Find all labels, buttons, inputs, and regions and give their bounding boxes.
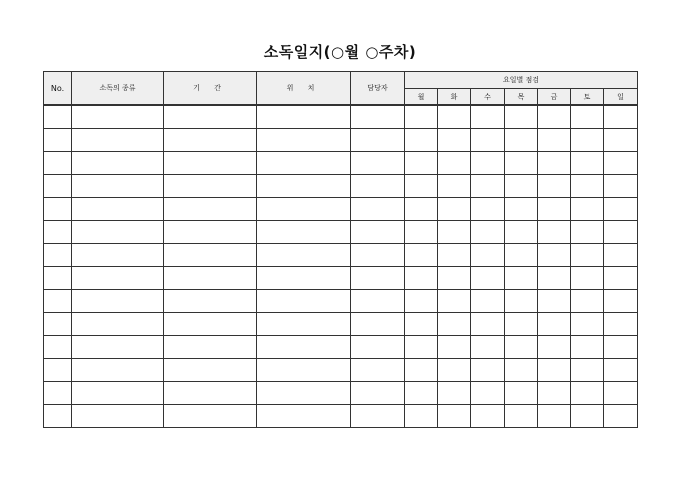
cell-disinfection-type[interactable] — [72, 105, 164, 129]
cell-check-5[interactable] — [571, 244, 604, 267]
cell-check-2[interactable] — [471, 405, 505, 428]
header-day-tue: 화 — [438, 89, 471, 106]
cell-check-3[interactable] — [505, 336, 538, 359]
cell-check-4[interactable] — [538, 359, 571, 382]
cell-check-6[interactable] — [604, 382, 638, 405]
cell-check-1[interactable] — [438, 336, 471, 359]
cell-disinfection-type[interactable] — [72, 382, 164, 405]
cell-check-0[interactable] — [405, 405, 438, 428]
table-row — [44, 221, 638, 244]
cell-check-4[interactable] — [538, 175, 571, 198]
cell-check-6[interactable] — [604, 336, 638, 359]
cell-period[interactable] — [164, 359, 257, 382]
header-location: 위 치 — [257, 72, 351, 106]
cell-check-5[interactable] — [571, 221, 604, 244]
cell-manager[interactable] — [351, 405, 405, 428]
cell-check-4[interactable] — [538, 152, 571, 175]
cell-disinfection-type[interactable] — [72, 175, 164, 198]
cell-check-0[interactable] — [405, 382, 438, 405]
cell-manager[interactable] — [351, 105, 405, 129]
cell-check-6[interactable] — [604, 290, 638, 313]
cell-check-3[interactable] — [505, 221, 538, 244]
cell-disinfection-type[interactable] — [72, 290, 164, 313]
cell-location[interactable] — [257, 290, 351, 313]
cell-check-1[interactable] — [438, 175, 471, 198]
cell-check-1[interactable] — [438, 198, 471, 221]
cell-check-5[interactable] — [571, 313, 604, 336]
cell-manager[interactable] — [351, 290, 405, 313]
cell-check-3[interactable] — [505, 267, 538, 290]
cell-check-1[interactable] — [438, 290, 471, 313]
page-title: 소독일지(○월 ○주차) — [263, 43, 417, 61]
table-row — [44, 152, 638, 175]
cell-location[interactable] — [257, 175, 351, 198]
cell-disinfection-type[interactable] — [72, 129, 164, 152]
cell-period[interactable] — [164, 152, 257, 175]
cell-check-2[interactable] — [471, 129, 505, 152]
cell-check-3[interactable] — [505, 405, 538, 428]
cell-check-0[interactable] — [405, 129, 438, 152]
table-row — [44, 382, 638, 405]
cell-disinfection-type[interactable] — [72, 405, 164, 428]
cell-no[interactable] — [44, 129, 72, 152]
cell-check-2[interactable] — [471, 313, 505, 336]
cell-no[interactable] — [44, 359, 72, 382]
table-row — [44, 359, 638, 382]
cell-no[interactable] — [44, 405, 72, 428]
cell-check-1[interactable] — [438, 382, 471, 405]
cell-no[interactable] — [44, 198, 72, 221]
cell-check-2[interactable] — [471, 359, 505, 382]
cell-check-4[interactable] — [538, 129, 571, 152]
cell-check-1[interactable] — [438, 267, 471, 290]
cell-disinfection-type[interactable] — [72, 221, 164, 244]
cell-check-2[interactable] — [471, 221, 505, 244]
cell-check-5[interactable] — [571, 382, 604, 405]
cell-check-1[interactable] — [438, 313, 471, 336]
cell-check-5[interactable] — [571, 359, 604, 382]
cell-period[interactable] — [164, 129, 257, 152]
cell-check-2[interactable] — [471, 244, 505, 267]
cell-period[interactable] — [164, 175, 257, 198]
header-manager: 담당자 — [351, 72, 405, 106]
cell-check-1[interactable] — [438, 405, 471, 428]
cell-disinfection-type[interactable] — [72, 244, 164, 267]
cell-no[interactable] — [44, 221, 72, 244]
cell-location[interactable] — [257, 336, 351, 359]
cell-check-0[interactable] — [405, 175, 438, 198]
cell-check-0[interactable] — [405, 267, 438, 290]
cell-check-6[interactable] — [604, 313, 638, 336]
cell-manager[interactable] — [351, 244, 405, 267]
cell-check-5[interactable] — [571, 152, 604, 175]
cell-check-0[interactable] — [405, 152, 438, 175]
cell-check-4[interactable] — [538, 382, 571, 405]
cell-disinfection-type[interactable] — [72, 313, 164, 336]
cell-check-4[interactable] — [538, 105, 571, 129]
cell-check-3[interactable] — [505, 359, 538, 382]
cell-period[interactable] — [164, 290, 257, 313]
cell-check-3[interactable] — [505, 175, 538, 198]
table-row — [44, 198, 638, 221]
cell-check-0[interactable] — [405, 105, 438, 129]
cell-check-4[interactable] — [538, 244, 571, 267]
cell-check-3[interactable] — [505, 129, 538, 152]
cell-location[interactable] — [257, 244, 351, 267]
cell-check-1[interactable] — [438, 129, 471, 152]
cell-period[interactable] — [164, 405, 257, 428]
cell-check-5[interactable] — [571, 290, 604, 313]
cell-check-3[interactable] — [505, 313, 538, 336]
cell-no[interactable] — [44, 105, 72, 129]
cell-location[interactable] — [257, 267, 351, 290]
cell-check-6[interactable] — [604, 198, 638, 221]
cell-check-4[interactable] — [538, 290, 571, 313]
cell-location[interactable] — [257, 405, 351, 428]
cell-disinfection-type[interactable] — [72, 336, 164, 359]
cell-period[interactable] — [164, 267, 257, 290]
header-day-fri: 금 — [538, 89, 571, 106]
cell-location[interactable] — [257, 198, 351, 221]
cell-no[interactable] — [44, 336, 72, 359]
cell-check-0[interactable] — [405, 336, 438, 359]
cell-manager[interactable] — [351, 221, 405, 244]
table-row — [44, 336, 638, 359]
cell-check-3[interactable] — [505, 290, 538, 313]
cell-check-0[interactable] — [405, 198, 438, 221]
table-header — [44, 72, 638, 106]
cell-location[interactable] — [257, 221, 351, 244]
cell-disinfection-type[interactable] — [72, 152, 164, 175]
cell-period[interactable] — [164, 198, 257, 221]
cell-check-4[interactable] — [538, 405, 571, 428]
cell-check-6[interactable] — [604, 359, 638, 382]
cell-period[interactable] — [164, 313, 257, 336]
cell-check-3[interactable] — [505, 152, 538, 175]
table-body — [44, 105, 638, 428]
cell-period[interactable] — [164, 382, 257, 405]
header-day-mon: 월 — [405, 89, 438, 106]
cell-manager[interactable] — [351, 336, 405, 359]
header-period: 기 간 — [164, 72, 257, 106]
cell-check-0[interactable] — [405, 313, 438, 336]
cell-check-2[interactable] — [471, 105, 505, 129]
cell-check-5[interactable] — [571, 129, 604, 152]
cell-check-1[interactable] — [438, 359, 471, 382]
cell-no[interactable] — [44, 244, 72, 267]
table-row — [44, 105, 638, 129]
cell-check-1[interactable] — [438, 244, 471, 267]
header-day-thu: 목 — [505, 89, 538, 106]
cell-check-4[interactable] — [538, 221, 571, 244]
cell-check-5[interactable] — [571, 175, 604, 198]
cell-check-3[interactable] — [505, 198, 538, 221]
table-row — [44, 175, 638, 198]
cell-check-1[interactable] — [438, 221, 471, 244]
cell-check-1[interactable] — [438, 105, 471, 129]
cell-manager[interactable] — [351, 267, 405, 290]
header-day-sun: 일 — [604, 89, 638, 106]
cell-check-6[interactable] — [604, 152, 638, 175]
cell-check-5[interactable] — [571, 198, 604, 221]
header-day-wed: 수 — [471, 89, 505, 106]
table-row — [44, 244, 638, 267]
disinfection-log-table — [43, 71, 638, 428]
cell-check-6[interactable] — [604, 175, 638, 198]
cell-manager[interactable] — [351, 129, 405, 152]
cell-check-0[interactable] — [405, 359, 438, 382]
cell-period[interactable] — [164, 105, 257, 129]
cell-location[interactable] — [257, 152, 351, 175]
cell-check-3[interactable] — [505, 105, 538, 129]
cell-check-5[interactable] — [571, 336, 604, 359]
header-no: No. — [44, 72, 72, 106]
cell-check-2[interactable] — [471, 198, 505, 221]
cell-check-3[interactable] — [505, 382, 538, 405]
table-row — [44, 405, 638, 428]
cell-period[interactable] — [164, 244, 257, 267]
cell-check-4[interactable] — [538, 198, 571, 221]
cell-check-6[interactable] — [604, 221, 638, 244]
cell-check-0[interactable] — [405, 244, 438, 267]
cell-check-2[interactable] — [471, 290, 505, 313]
cell-no[interactable] — [44, 382, 72, 405]
cell-location[interactable] — [257, 129, 351, 152]
cell-manager[interactable] — [351, 359, 405, 382]
header-day-sat: 토 — [571, 89, 604, 106]
cell-check-2[interactable] — [471, 175, 505, 198]
cell-check-6[interactable] — [604, 244, 638, 267]
cell-check-0[interactable] — [405, 221, 438, 244]
cell-no[interactable] — [44, 290, 72, 313]
cell-no[interactable] — [44, 152, 72, 175]
table-row — [44, 267, 638, 290]
cell-check-6[interactable] — [604, 129, 638, 152]
cell-manager[interactable] — [351, 198, 405, 221]
cell-check-2[interactable] — [471, 336, 505, 359]
cell-period[interactable] — [164, 221, 257, 244]
cell-location[interactable] — [257, 313, 351, 336]
cell-no[interactable] — [44, 313, 72, 336]
cell-check-1[interactable] — [438, 152, 471, 175]
cell-check-2[interactable] — [471, 267, 505, 290]
cell-check-6[interactable] — [604, 405, 638, 428]
cell-check-6[interactable] — [604, 105, 638, 129]
table-row — [44, 313, 638, 336]
cell-check-0[interactable] — [405, 290, 438, 313]
table-row — [44, 290, 638, 313]
cell-no[interactable] — [44, 267, 72, 290]
cell-check-2[interactable] — [471, 152, 505, 175]
cell-manager[interactable] — [351, 313, 405, 336]
cell-no[interactable] — [44, 175, 72, 198]
cell-period[interactable] — [164, 336, 257, 359]
cell-check-3[interactable] — [505, 244, 538, 267]
cell-location[interactable] — [257, 359, 351, 382]
cell-disinfection-type[interactable] — [72, 198, 164, 221]
cell-disinfection-type[interactable] — [72, 267, 164, 290]
header-disinfection-type: 소독의 종류 — [72, 72, 164, 106]
cell-check-2[interactable] — [471, 382, 505, 405]
table-row — [44, 129, 638, 152]
cell-check-6[interactable] — [604, 267, 638, 290]
cell-manager[interactable] — [351, 175, 405, 198]
header-daily-check: 요일별 점검 — [405, 72, 638, 89]
cell-check-4[interactable] — [538, 313, 571, 336]
cell-location[interactable] — [257, 105, 351, 129]
cell-check-4[interactable] — [538, 336, 571, 359]
cell-check-5[interactable] — [571, 105, 604, 129]
cell-disinfection-type[interactable] — [72, 359, 164, 382]
cell-manager[interactable] — [351, 152, 405, 175]
cell-check-4[interactable] — [538, 267, 571, 290]
cell-manager[interactable] — [351, 382, 405, 405]
cell-check-5[interactable] — [571, 405, 604, 428]
cell-location[interactable] — [257, 382, 351, 405]
cell-check-5[interactable] — [571, 267, 604, 290]
